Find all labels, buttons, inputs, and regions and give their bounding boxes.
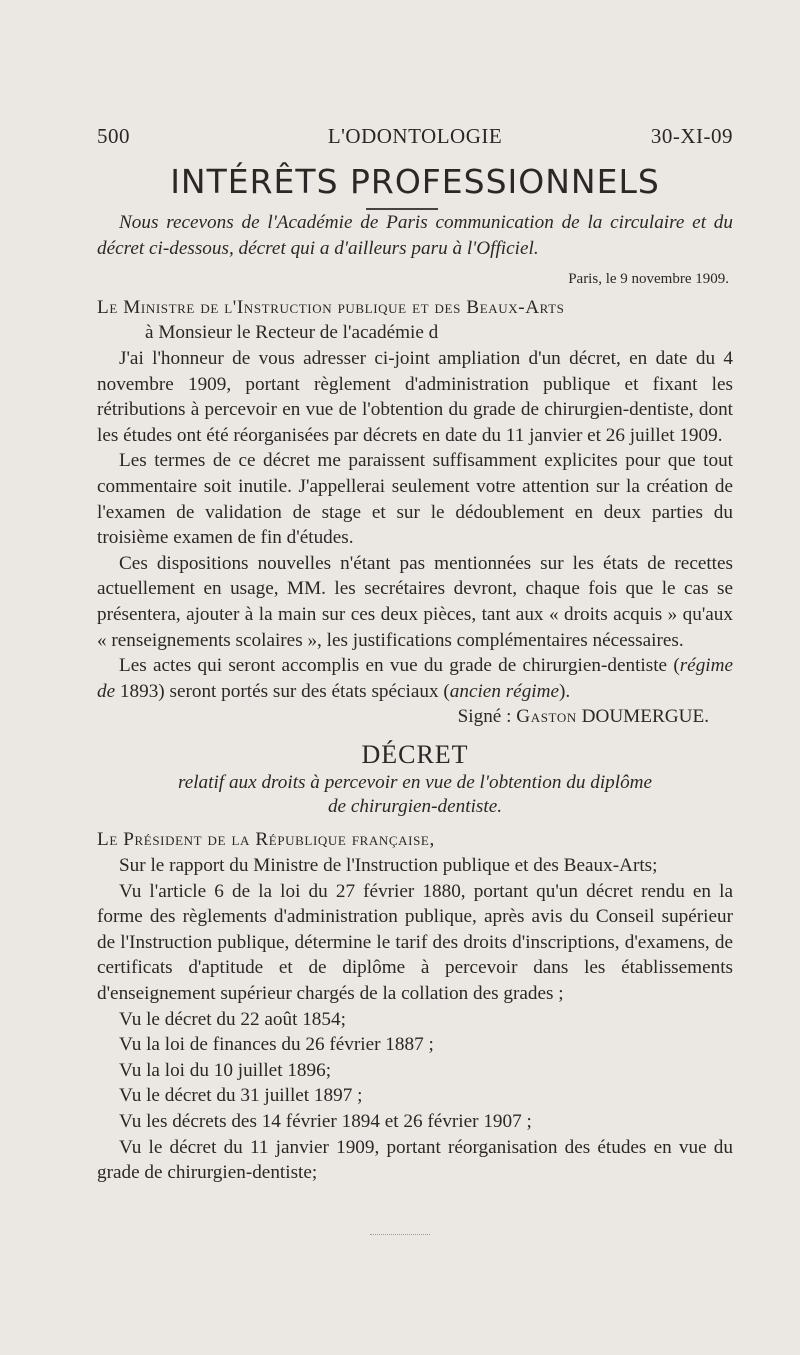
signature-last-name: DOUMERGUE.	[576, 706, 709, 728]
letter-paragraph-1: J'ai l'honneur de vous adresser ci-joint ampliation d'un décret, en date du 4 novembre 1909, portant règlement d'administration publique et fixant les rétributions à percevoir en vue de l'obtention du grade de chirurgien-dentiste, dont les études ont été réorganisées par décrets en date du 11 janvier et 26 juillet 1909.	[97, 347, 733, 446]
para4-text-c: 1893) seront portés sur des états spéciaux (	[115, 680, 450, 702]
decree-subtitle-1: relatif aux droits à percevoir en vue de l'obtention du diplôme	[177, 772, 653, 794]
article-body	[97, 210, 733, 1186]
section-title: INTÉRÊTS PROFESSIONNELS	[170, 162, 660, 201]
para4-text-a: Les actes qui seront accomplis en vue du grade de chirurgien-dentiste (	[119, 655, 680, 677]
decree-vu-1: Vu l'article 6 de la loi du 27 février 1880, portant qu'un décret rendu en la forme des règlements d'administration publique, après avis du Conseil supérieur de l'Instruction publique, détermine le tarif des droits d'inscriptions, d'examens, de certificats d'aptitude et de diplôme à percevoir dans les établissements d'enseignement supérieur chargés de la collation des grades ;	[97, 880, 733, 1005]
issue-date: 30-XI-09	[650, 124, 733, 148]
letter-sender: Le Ministre de l'Instruction publique et des Beaux-Arts	[97, 296, 565, 318]
letter-paragraph-4	[97, 653, 733, 704]
decree-vu-2: Vu le décret du 22 août 1854;	[119, 1008, 346, 1030]
letter-paragraph-2: Les termes de ce décret me paraissent suffisamment explicites pour que tout commentaire soit inutile. J'appellerai seulement votre attention sur la création de l'examen de validation de stage et sur le dédoublement en deux parties du troisième examen de fin d'études.	[97, 450, 733, 549]
letter-paragraph-3: Ces dispositions nouvelles n'étant pas mentionnées sur les états de recettes actuellement en usage, MM. les secrétaires devront, chaque fois que le cas se présentera, ajouter à la main sur ces deux pièces, tant aux « droits acquis » qu'aux « renseignements scolaires », les justifications complémentaires nécessaires.	[97, 552, 733, 651]
dateline: Paris, le 9 novembre 1909.	[568, 271, 729, 288]
signature	[97, 704, 709, 730]
letter-recipient: à Monsieur le Recteur de l'académie d	[145, 322, 439, 344]
signature-first-name: Gaston	[516, 706, 577, 728]
para4-italic-regime: régime de	[97, 655, 733, 702]
para4-italic-ancien: ancien régime	[449, 680, 559, 702]
page-number: 500	[97, 124, 130, 148]
decree-vu-7: Vu le décret du 11 janvier 1909, portant réorganisation des études en vue du grade de chirurgien-dentiste;	[97, 1136, 733, 1184]
decree-report: Sur le rapport du Ministre de l'Instruction publique et des Beaux-Arts;	[119, 855, 658, 877]
decree-president: Le Président de la République française,	[97, 829, 435, 851]
signature-prefix: Signé :	[457, 706, 517, 728]
decree-vu-5: Vu le décret du 31 juillet 1897 ;	[119, 1085, 363, 1107]
bottom-dotted-rule	[370, 1234, 430, 1235]
decree-vu-4: Vu la loi du 10 juillet 1896;	[119, 1059, 332, 1081]
running-header	[97, 124, 733, 150]
intro-paragraph: Nous recevons de l'Académie de Paris communication de la circulaire et du décret ci-dessous, décret qui a d'ailleurs paru à l'Officiel.	[97, 212, 733, 259]
decree-heading: DÉCRET	[361, 739, 469, 769]
decree-vu-6: Vu les décrets des 14 février 1894 et 26 février 1907 ;	[119, 1111, 532, 1132]
decree-vu-3: Vu la loi de finances du 26 février 1887 ;	[119, 1034, 434, 1056]
para4-text-e: ).	[559, 680, 571, 702]
decree-subtitle-2: de chirurgien-dentiste.	[327, 796, 503, 818]
journal-title: L'ODONTOLOGIE	[327, 124, 503, 148]
